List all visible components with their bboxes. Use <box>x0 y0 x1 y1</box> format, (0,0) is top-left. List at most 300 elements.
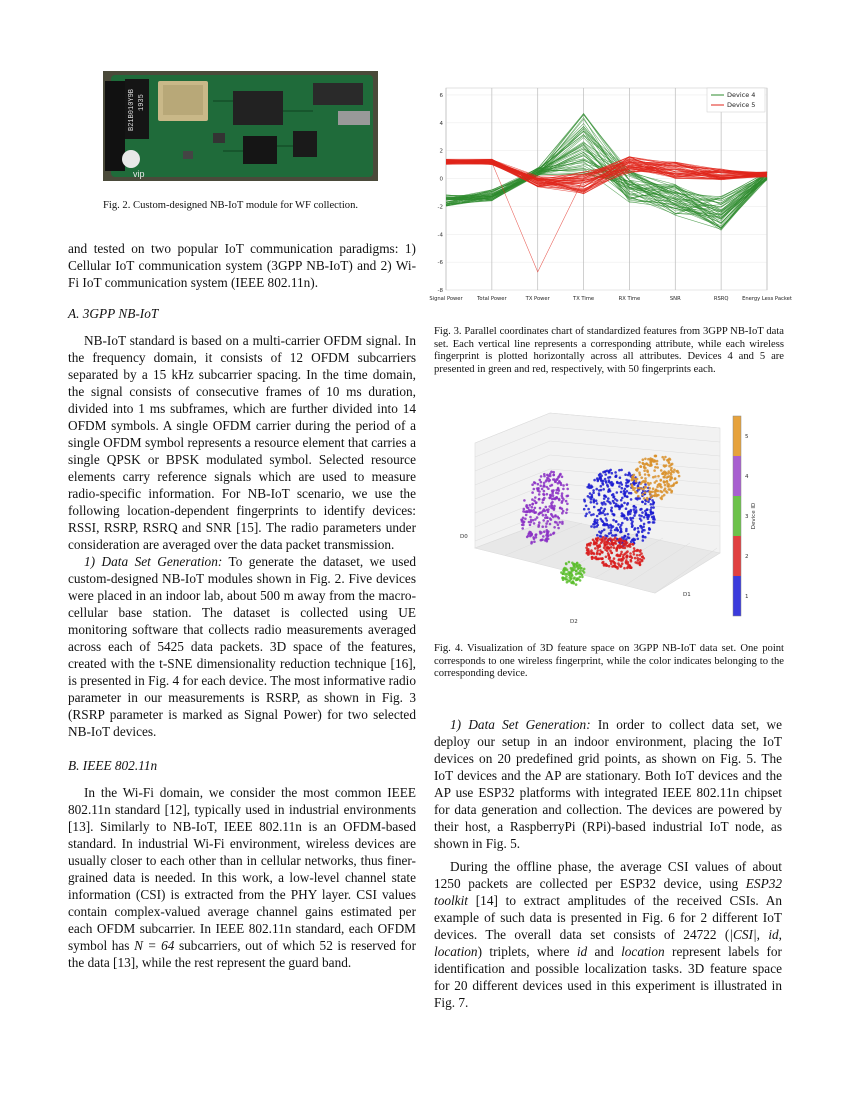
fig4-point <box>621 497 624 500</box>
fig4-point <box>598 489 601 492</box>
fig4-point <box>640 508 643 511</box>
fig4-point <box>540 481 543 484</box>
fig4-point <box>604 503 607 506</box>
fig4-point <box>529 531 532 534</box>
fig4-point <box>541 501 544 504</box>
fig4-point <box>627 533 630 536</box>
fig4-point <box>566 483 569 486</box>
fig4-point <box>530 510 533 513</box>
fig4-point <box>648 491 651 494</box>
fig4-point <box>566 581 569 584</box>
fig4-point <box>561 521 564 524</box>
fig4-point <box>550 494 553 497</box>
fig4-point <box>545 525 548 528</box>
fig4-point <box>641 555 644 558</box>
fig4-point <box>608 556 611 559</box>
p2-g: represent labels for identification and possible localization tasks. 3D feature space for 20 different devices used in this experiment is illustrated in Fig. 7. <box>434 944 782 1010</box>
fig4-point <box>596 521 599 524</box>
fig4-point <box>634 506 637 509</box>
fig4-point <box>620 491 623 494</box>
fig3-ytick-label: -6 <box>437 260 443 267</box>
fig4-point <box>609 524 612 527</box>
fig4-point <box>611 560 614 563</box>
fig4-point <box>533 540 536 543</box>
fig4-point <box>561 508 564 511</box>
fig4-point <box>630 540 633 543</box>
fig4-point <box>525 514 528 517</box>
fig4-colorbar-tick: 1 <box>745 594 749 600</box>
fig4-colorbar-tick: 5 <box>745 434 749 440</box>
fig3-legend-label: Device 4 <box>727 91 756 99</box>
fig4-point <box>620 553 623 556</box>
fig4-point <box>566 495 569 498</box>
fig4-point <box>530 542 533 545</box>
fig4-point <box>616 567 619 570</box>
fig4-point <box>521 519 524 522</box>
fig4-point <box>541 525 544 528</box>
fig4-point <box>647 474 650 477</box>
fig4-point <box>621 515 624 518</box>
fig4-point <box>627 480 630 483</box>
fig4-point <box>640 465 643 468</box>
fig4-point <box>563 567 566 570</box>
fig4-point <box>546 540 549 543</box>
fig4-point <box>541 488 544 491</box>
fig4-point <box>522 517 525 520</box>
fig4-caption: Fig. 4. Visualization of 3D feature space on 3GPP NB-IoT data set. One point corresponds to one wireless fingerprint, while the color indicates belonging to the corresponding device. <box>434 643 784 680</box>
fig4-point <box>599 553 602 556</box>
fig2-board-photo <box>103 71 378 181</box>
fig4-point <box>592 539 595 542</box>
fig4-point <box>633 514 636 517</box>
fig4-point <box>543 485 546 488</box>
fig4-point <box>652 501 655 504</box>
fig4-point <box>610 507 613 510</box>
fig4-point <box>673 469 676 472</box>
fig4-point <box>558 498 561 501</box>
p2-b: [14] to extract amplitudes of the received CSIs. An example of such data is presented in Fig. 6 for 2 different IoT devices. The overall data set consists of 24722 ( <box>434 893 782 942</box>
fig4-point <box>557 523 560 526</box>
fig4-point <box>552 489 555 492</box>
fig3-category-label: Signal Power <box>429 296 463 302</box>
fig4-point <box>570 567 573 570</box>
fig4-point <box>654 460 657 463</box>
fig4-point <box>559 473 562 476</box>
fig4-point <box>528 521 531 524</box>
fig4-point <box>625 507 628 510</box>
section-b-text-a: In the Wi-Fi domain, we consider the most common IEEE 802.11n standard [12], typically used in industrial environments [13]. Similarly to NB-IoT, IEEE 802.11n is an OFDM-based standard. In industrial Wi-Fi environment, wireless devices are usually closer to each other than in cellular networks, thus finer-grained data is needed. In this work, a low-level channel state information (CSI) is extracted from the PHY layer. CSI values contain complex-valued average channel gains estimated per each OFDM subcarrier. In IEEE 802.11n standard, each OFDM symbol has <box>68 785 416 953</box>
fig4-point <box>603 546 606 549</box>
fig3-caption: Fig. 3. Parallel coordinates chart of standardized features from 3GPP NB-IoT data set. Each vertical line represents a corresponding attribute, while each wireless fingerprint is plotted horizontally across all attributes. Devices 4 and 5 are presented in green and red, respectively, with 50 fingerprints each. <box>434 326 784 375</box>
fig4-point <box>566 488 569 491</box>
fig4-point <box>576 578 579 581</box>
fig4-point <box>620 469 623 472</box>
fig4-point <box>523 508 526 511</box>
fig4-point <box>609 559 612 562</box>
fig4-point <box>608 526 611 529</box>
fig4-point <box>542 514 545 517</box>
fig4-point <box>552 471 555 474</box>
fig4-point <box>629 555 632 558</box>
fig4-point <box>646 469 649 472</box>
fig4-point <box>618 469 621 472</box>
fig4-point <box>566 503 569 506</box>
fig4-point <box>590 525 593 528</box>
fig4-point <box>544 517 547 520</box>
fig4-point <box>649 509 652 512</box>
fig4-point <box>630 559 633 562</box>
fig4-point <box>559 521 562 524</box>
fig4-point <box>538 524 541 527</box>
fig4-point <box>673 482 676 485</box>
fig4-point <box>582 570 585 573</box>
fig4-point <box>640 525 643 528</box>
fig4-colorbar-segment <box>733 496 741 536</box>
fig4-point <box>558 481 561 484</box>
fig4-point <box>593 526 596 529</box>
fig4-point <box>615 520 618 523</box>
fig4-point <box>648 521 651 524</box>
fig4-point <box>635 480 638 483</box>
right-paragraph-1 <box>434 716 782 852</box>
connector <box>233 91 283 125</box>
fig4-point <box>614 505 617 508</box>
fig4-point <box>623 492 626 495</box>
fig4-point <box>547 487 550 490</box>
fig4-point <box>606 484 609 487</box>
fig4-point <box>562 510 565 513</box>
fig4-point <box>649 493 652 496</box>
fig4-point <box>608 489 611 492</box>
fig4-point <box>670 485 673 488</box>
fig4-point <box>561 492 564 495</box>
fig4-point <box>668 475 671 478</box>
fig4-point <box>608 538 611 541</box>
fig4-point <box>638 461 641 464</box>
fig4-point <box>641 511 644 514</box>
fig4-point <box>535 533 538 536</box>
fig4-point <box>638 514 641 517</box>
fig4-point <box>616 548 619 551</box>
fig4-point <box>537 513 540 516</box>
fig4-point <box>616 491 619 494</box>
fig4-point <box>621 562 624 565</box>
fig3-category-label: Total Power <box>477 296 507 302</box>
fig4-point <box>600 485 603 488</box>
fig3-ytick-label: -2 <box>437 204 443 211</box>
fig4-point <box>552 516 555 519</box>
fig4-point <box>549 517 552 520</box>
fig4-point <box>626 495 629 498</box>
fig4-point <box>546 520 549 523</box>
fig4-point <box>550 513 553 516</box>
fig4-point <box>560 483 563 486</box>
fig4-point <box>668 483 671 486</box>
fig4-point <box>664 487 667 490</box>
fig4-point <box>576 562 579 565</box>
fig4-point <box>632 543 635 546</box>
fig4-point <box>637 527 640 530</box>
fig4-point <box>598 545 601 548</box>
fig4-point <box>653 490 656 493</box>
fig4-point <box>538 493 541 496</box>
fig4-point <box>521 524 524 527</box>
fig4-point <box>603 497 606 500</box>
fig4-point <box>546 529 549 532</box>
fig4-point <box>585 505 588 508</box>
fig4-point <box>562 573 565 576</box>
fig4-point <box>596 515 599 518</box>
fig4-point <box>667 472 670 475</box>
fig4-point <box>626 490 629 493</box>
fig4-point <box>670 491 673 494</box>
fig4-point <box>562 498 565 501</box>
fig4-point <box>659 483 662 486</box>
fig4-axis-label-d0: D0 <box>460 534 468 540</box>
fig4-point <box>636 478 639 481</box>
fig4-point <box>633 553 636 556</box>
esp32-toolkit: ESP32 toolkit <box>434 876 782 908</box>
fig3-ytick-label: 6 <box>439 92 443 99</box>
fig4-point <box>661 456 664 459</box>
fig4-point <box>594 547 597 550</box>
fig4-point <box>626 518 629 521</box>
fig4-point <box>638 471 641 474</box>
fig4-point <box>557 527 560 530</box>
fig4-point <box>596 534 599 537</box>
fig4-point <box>653 495 656 498</box>
fig4-point <box>566 508 569 511</box>
fig4-point <box>561 476 564 479</box>
fig4-point <box>554 497 557 500</box>
fig4-point <box>586 552 589 555</box>
fig4-point <box>537 488 540 491</box>
fig3-fingerprint-line <box>446 119 767 199</box>
math-n64: N = 64 <box>134 938 175 953</box>
fig4-point <box>550 471 553 474</box>
fig4-point <box>587 495 590 498</box>
fig4-point <box>649 457 652 460</box>
fig4-point <box>647 458 650 461</box>
fig4-point <box>570 578 573 581</box>
fig4-point <box>664 474 667 477</box>
fig4-point <box>530 519 533 522</box>
fig4-point <box>601 551 604 554</box>
fig4-point <box>614 498 617 501</box>
p2-c: , <box>756 927 769 942</box>
p2-a: During the offline phase, the average CSI values of about 1250 packets are collected per ESP32 device, using <box>434 859 782 891</box>
fig4-point <box>591 494 594 497</box>
fig4-point <box>642 539 645 542</box>
fig4-point <box>650 503 653 506</box>
section-a-heading: A. 3GPP NB-IoT <box>68 306 159 321</box>
fig3-ytick-label: -8 <box>437 288 443 294</box>
fig4-point <box>593 498 596 501</box>
fig4-point <box>611 534 614 537</box>
fig4-point <box>534 507 537 510</box>
fig4-svg <box>445 408 775 633</box>
fig4-point <box>622 547 625 550</box>
fig4-point <box>664 484 667 487</box>
fig4-point <box>597 509 600 512</box>
fig4-point <box>545 534 548 537</box>
fig4-point <box>593 479 596 482</box>
fig4-colorbar-segment <box>733 416 741 456</box>
fig4-point <box>602 512 605 515</box>
fig4-point <box>609 502 612 505</box>
section-b-paragraph-1 <box>68 784 416 971</box>
sim-holder <box>105 81 125 171</box>
fig4-point <box>662 476 665 479</box>
fig4-point <box>620 530 623 533</box>
section-a-paragraph-2 <box>68 553 416 740</box>
fig4-point <box>632 540 635 543</box>
fig4-colorbar-tick: 4 <box>745 474 749 480</box>
right-paragraph-2 <box>434 858 782 1011</box>
fig3-ytick-label: 4 <box>439 120 443 127</box>
p2-e: ) triplets, where <box>477 944 577 959</box>
fig4-point <box>549 523 552 526</box>
fig4-point <box>616 528 619 531</box>
fig4-point <box>581 574 584 577</box>
fig4-point <box>627 485 630 488</box>
fig4-point <box>619 506 622 509</box>
fig4-colorbar-segment <box>733 456 741 496</box>
fig4-point <box>546 493 549 496</box>
fig4-point <box>598 531 601 534</box>
fig4-point <box>604 473 607 476</box>
fig4-point <box>538 498 541 501</box>
fig4-point <box>601 561 604 564</box>
fig4-point <box>542 519 545 522</box>
fig4-point <box>592 491 595 494</box>
fig4-point <box>546 477 549 480</box>
fig4-point <box>642 535 645 538</box>
fig3-category-label: TX Time <box>573 296 595 302</box>
math-csi: |CSI| <box>729 927 757 942</box>
section-a-paragraph-2-text: To generate the dataset, we used custom-designed NB-IoT modules shown in Fig. 2. Five devices were placed in an indoor lab, about 500 m away from the macro-cellular base station. The dataset is collected using UE monitoring software that collects radio measurements averaged across each of 5425 data packets. 3D space of the features, created with the t-SNE dimensionality reduction technique [16], is presented in Fig. 4 for each device. The most informative radio parameter in our measurements is RSRP, as shown in Fig. 3 (RSRP parameter is marked as Signal Power) for two selected NB-IoT devices. <box>68 554 416 739</box>
fig4-point <box>616 482 619 485</box>
fig4-point <box>656 466 659 469</box>
fig4-point <box>634 527 637 530</box>
fig4-point <box>643 516 646 519</box>
fig4-point <box>549 485 552 488</box>
fig4-point <box>664 456 667 459</box>
fig4-point <box>592 489 595 492</box>
fig4-point <box>566 569 569 572</box>
fig3-svg <box>429 80 792 310</box>
fig4-point <box>590 485 593 488</box>
fig4-point <box>637 495 640 498</box>
fig4-point <box>611 472 614 475</box>
fig4-point <box>548 497 551 500</box>
fig4-point <box>526 506 529 509</box>
fig4-point <box>595 488 598 491</box>
p2-f: and <box>587 944 622 959</box>
fig4-colorbar-tick: 3 <box>745 514 749 520</box>
fig4-point <box>657 475 660 478</box>
fig4-point <box>623 502 626 505</box>
fig4-point <box>614 471 617 474</box>
fig4-point <box>644 486 647 489</box>
fig4-point <box>540 531 543 534</box>
fig4-point <box>543 530 546 533</box>
fig4-point <box>554 514 557 517</box>
fig3-category-label: SNR <box>669 296 681 302</box>
fig4-point <box>576 565 579 568</box>
fig4-colorbar-tick: 2 <box>745 554 749 560</box>
fig4-point <box>670 473 673 476</box>
fig4-point <box>619 544 622 547</box>
fig4-point <box>572 567 575 570</box>
fig4-point <box>653 469 656 472</box>
fig4-point <box>618 485 621 488</box>
fig4-point <box>613 546 616 549</box>
fig4-point <box>624 535 627 538</box>
fig4-point <box>611 513 614 516</box>
fig4-point <box>641 501 644 504</box>
fig4-point <box>624 540 627 543</box>
fig3-category-label: RX Time <box>618 296 641 302</box>
fig4-point <box>521 527 524 530</box>
fig4-point <box>623 567 626 570</box>
fig4-point <box>590 514 593 517</box>
fig4-point <box>643 469 646 472</box>
fig4-point <box>644 536 647 539</box>
fig4-point <box>608 470 611 473</box>
fig4-point <box>676 481 679 484</box>
fig4-point <box>558 489 561 492</box>
fig4-point <box>663 465 666 468</box>
fig4-point <box>662 473 665 476</box>
fig4-point <box>640 519 643 522</box>
fig4-point <box>643 497 646 500</box>
fig4-point <box>551 505 554 508</box>
fig4-point <box>629 510 632 513</box>
fig4-point <box>605 556 608 559</box>
fig4-point <box>619 538 622 541</box>
fig4-point <box>590 552 593 555</box>
fig4-point <box>636 554 639 557</box>
fig4-point <box>678 475 681 478</box>
fig4-point <box>639 549 642 552</box>
fig4-point <box>607 476 610 479</box>
fig4-point <box>605 517 608 520</box>
fig4-point <box>604 534 607 537</box>
fig4-point <box>605 564 608 567</box>
fig4-point <box>597 549 600 552</box>
fig4-point <box>613 564 616 567</box>
fig4-point <box>545 514 548 517</box>
fig4-point <box>546 509 549 512</box>
fig4-point <box>588 511 591 514</box>
fig4-point <box>643 523 646 526</box>
fig4-point <box>557 487 560 490</box>
fig4-point <box>601 519 604 522</box>
fig4-point <box>538 521 541 524</box>
fig4-point <box>663 481 666 484</box>
fig4-point <box>601 557 604 560</box>
fig4-point <box>611 539 614 542</box>
fig4-point <box>611 494 614 497</box>
fig4-point <box>653 521 656 524</box>
fig4-point <box>637 538 640 541</box>
fig4-point <box>608 565 611 568</box>
fig4-point <box>534 496 537 499</box>
fig4-point <box>623 517 626 520</box>
fig4-point <box>532 536 535 539</box>
fig4-point <box>644 480 647 483</box>
